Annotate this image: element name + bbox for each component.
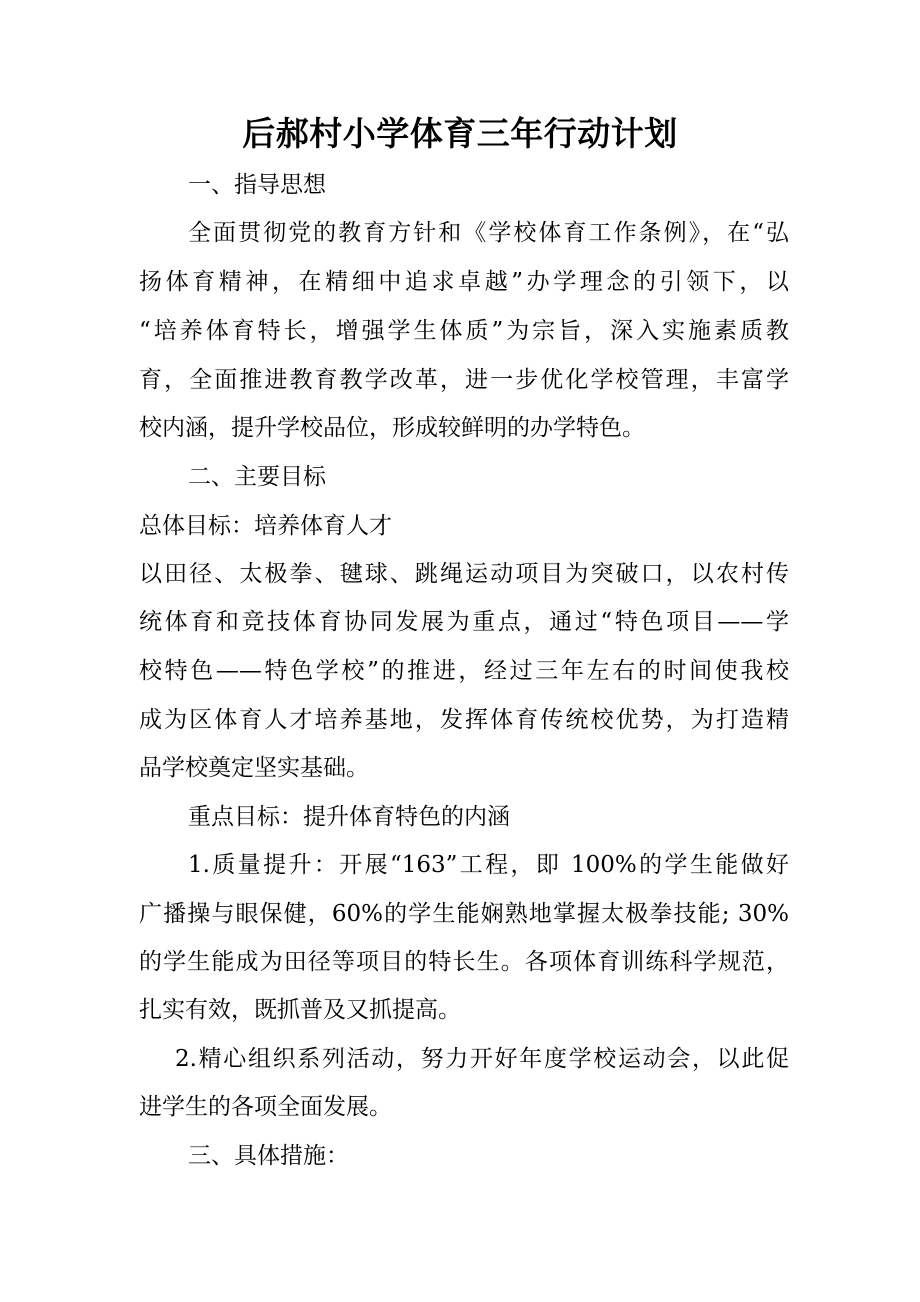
section-heading-guiding-ideology: 一、指导思想: [188, 172, 326, 198]
paragraph-line: 广播操与眼保健，60%的学生能娴熟地掌握太极拳技能; 30%: [139, 901, 789, 927]
paragraph-line: 扬体育精神，在精细中追求卓越”办学理念的引领下，以: [139, 269, 789, 295]
paragraph-line: 育，全面推进教育教学改革，进一步优化学校管理，丰富学: [139, 367, 789, 393]
paragraph-line: 全面贯彻党的教育方针和《学校体育工作条例》，在“弘: [188, 220, 789, 246]
paragraph-line: 进学生的各项全面发展。: [139, 1094, 392, 1120]
section-heading-measures: 三、具体措施：: [188, 1143, 349, 1169]
paragraph-line: “培养体育特长，增强学生体质”为宗旨，深入实施素质教: [139, 318, 789, 344]
paragraph-line: 品学校奠定坚实基础。: [139, 755, 369, 781]
paragraph-line: 校内涵，提升学校品位，形成较鲜明的办学特色。: [139, 415, 645, 441]
section-heading-main-goals: 二、主要目标: [188, 464, 326, 490]
paragraph-line: 以田径、太极拳、毽球、跳绳运动项目为突破口，以农村传: [139, 561, 789, 587]
paragraph-line: 扎实有效，既抓普及又抓提高。: [139, 997, 461, 1023]
document-title: 后郝村小学体育三年行动计划: [242, 114, 678, 153]
paragraph-line: 2.精心组织系列活动，努力开好年度学校运动会，以此促: [175, 1046, 789, 1072]
key-goal-heading: 重点目标：提升体育特色的内涵: [188, 804, 510, 830]
paragraph-line: 校特色——特色学校”的推进，经过三年左右的时间使我校: [139, 658, 789, 684]
overall-goal-heading: 总体目标：培养体育人才: [139, 513, 392, 539]
paragraph-line: 的学生能成为田径等项目的特长生。各项体育训练科学规范，: [139, 949, 789, 975]
paragraph-line: 统体育和竞技体育协同发展为重点，通过“特色项目——学: [139, 609, 789, 635]
paragraph-line: 成为区体育人才培养基地，发挥体育传统校优势，为打造精: [139, 707, 789, 733]
paragraph-line: 1.质量提升：开展“163”工程，即 100%的学生能做好: [188, 852, 789, 878]
